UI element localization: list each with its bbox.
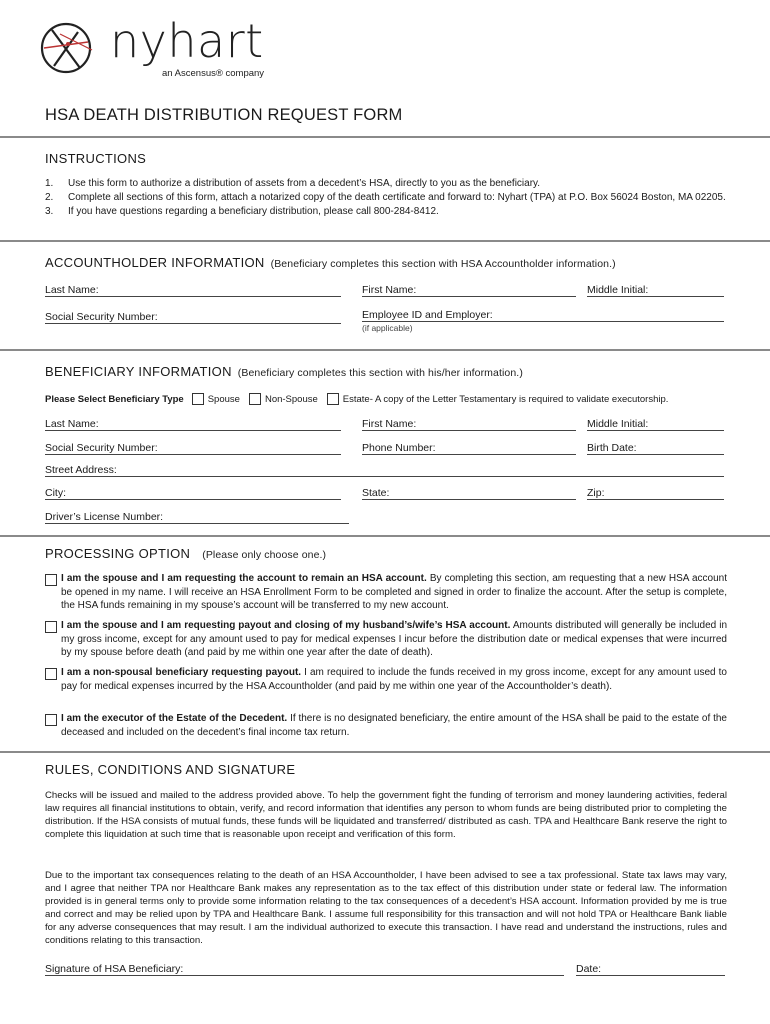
beneficiary-street-field[interactable]: Street Address:	[45, 464, 724, 477]
instruction-text: Use this form to authorize a distribution of assets from a decedent’s HSA, directly to you as the beneficiary.	[68, 178, 541, 189]
instruction-text: If you have questions regarding a beneficiary distribution, please call 800-284-8412.	[68, 206, 439, 217]
signature-field[interactable]: Signature of HSA Beneficiary:	[45, 963, 564, 976]
spouse-label: Spouse	[207, 393, 240, 405]
processing-option-text: Amounts distributed will generally be included in my gross income, except for any amount used to pay for medical expenses I incur before the distribution date or medical expenses that were incurred by my spouse before death (and paid by me within one year after the date of death).	[61, 620, 728, 658]
accountholder-employee-field[interactable]: Employee ID and Employer:	[362, 309, 724, 322]
processing-option-title: I am a non-spousal beneficiary requesting payout.	[61, 667, 302, 678]
rules-paragraph: Checks will be issued and mailed to the address provided above. To help the government fight the funding of terrorism and money laundering activities, federal law requires all financial institutions to obtain, verify, and record information that identifies any person to whom funds are being distributed prior to completing the distribution. If the HSA consists of mutual funds, these funds will be liquidated and transferred/ distributed as cash. TPA and Healthcare Bank reserve the right to complete this liquidation at such time that is reasonable upon receipt and verification of this form.	[45, 790, 727, 840]
accountholder-title: ACCOUNTHOLDER INFORMATION	[45, 255, 265, 270]
processing-title: PROCESSING OPTION	[45, 546, 191, 561]
processing-option-checkbox[interactable]	[45, 574, 57, 586]
instruction-item	[45, 177, 735, 191]
instruction-text: Complete all sections of this form, attach a notarized copy of the death certificate and forward to: Nyhart (TPA) at P.O. Box 56024 Boston, MA 02205.	[68, 192, 726, 203]
instruction-item	[45, 191, 735, 205]
processing-option[interactable]	[45, 712, 727, 739]
processing-option[interactable]	[45, 572, 727, 613]
instruction-number: 1.	[45, 178, 54, 189]
beneficiary-zip-field[interactable]: Zip:	[587, 487, 724, 500]
logo-tagline: an Ascensus® company	[162, 68, 265, 79]
logo-mark-icon	[38, 20, 102, 80]
rules-heading: RULES, CONDITIONS AND SIGNATURE	[45, 762, 296, 777]
beneficiary-birth-date-field[interactable]: Birth Date:	[587, 442, 724, 455]
beneficiary-heading	[45, 364, 523, 379]
logo-wordmark: nyhart	[110, 14, 264, 68]
beneficiary-type-spouse[interactable]	[192, 393, 240, 405]
estate-checkbox[interactable]	[327, 393, 339, 405]
employee-note: (if applicable)	[362, 323, 413, 333]
processing-heading	[45, 546, 326, 561]
divider	[0, 535, 770, 537]
non-spouse-checkbox[interactable]	[249, 393, 261, 405]
divider	[0, 751, 770, 753]
nyhart-logo	[38, 14, 288, 82]
instructions-heading: INSTRUCTIONS	[45, 151, 147, 166]
processing-option-text: I am required to include the funds received in my gross income, except for any amount used to pay for medical expenses incurred by the HSA Accountholder (and paid by me within one year of the Accountholder’s death).	[61, 667, 727, 692]
processing-option[interactable]	[45, 666, 727, 693]
accountholder-ssn-field[interactable]: Social Security Number:	[45, 311, 341, 324]
accountholder-last-name-field[interactable]: Last Name:	[45, 284, 341, 297]
beneficiary-type-row	[45, 393, 672, 405]
processing-option-title: I am the spouse and I am requesting the account to remain an HSA account.	[61, 573, 427, 584]
divider	[0, 136, 770, 138]
beneficiary-phone-field[interactable]: Phone Number:	[362, 442, 576, 455]
instruction-number: 3.	[45, 206, 54, 217]
accountholder-middle-initial-field[interactable]: Middle Initial:	[587, 284, 724, 297]
divider	[0, 240, 770, 242]
tax-paragraph: Due to the important tax consequences relating to the death of an HSA Accountholder, I have been advised to see a tax professional. State tax laws may vary, and I agree that neither TPA nor Healthcare Bank makes any representation as to the tax effect of this distribution under state or federal law. The information provided is in general terms only to provide some information relating to the tax consequences of a decedent’s HSA account. Information provided by me is true and correct and may be relied upon by TPA and Healthcare Bank. I assume full responsibility for this transaction and will not hold TPA or Healthcare Bank liable for any adverse consequences that may result. I am the individual authorized to execute this transaction. I have read and understand the instructions, rules and conditions relating to this transaction.	[45, 870, 727, 946]
beneficiary-subtitle: (Beneficiary completes this section with his/her information.)	[237, 367, 523, 379]
processing-option-text: If there is no designated beneficiary, the entire amount of the HSA shall be paid to the estate of the deceased and included on the decedent’s final income tax return.	[61, 713, 727, 738]
beneficiary-license-field[interactable]: Driver’s License Number:	[45, 511, 349, 524]
beneficiary-title: BENEFICIARY INFORMATION	[45, 364, 232, 379]
spouse-checkbox[interactable]	[192, 393, 204, 405]
processing-option-checkbox[interactable]	[45, 668, 57, 680]
beneficiary-first-name-field[interactable]: First Name:	[362, 418, 576, 431]
instruction-item	[45, 205, 735, 219]
beneficiary-type-label: Please Select Beneficiary Type	[45, 393, 184, 405]
processing-option-title: I am the spouse and I am requesting payout and closing of my husband’s/wife’s HSA account.	[61, 620, 511, 631]
instruction-number: 2.	[45, 192, 54, 203]
processing-option-title: I am the executor of the Estate of the Decedent.	[61, 713, 288, 724]
accountholder-subtitle: (Beneficiary completes this section with HSA Accountholder information.)	[270, 258, 616, 270]
beneficiary-city-field[interactable]: City:	[45, 487, 341, 500]
beneficiary-middle-initial-field[interactable]: Middle Initial:	[587, 418, 724, 431]
accountholder-heading	[45, 255, 616, 270]
processing-subtitle: (Please only choose one.)	[202, 549, 327, 561]
processing-option-text: By completing this section, am requesting that a new HSA account be opened in my name. I will receive an HSA Enrollment Form to be completed and signed in order to finalize the account. After the setup is complete, the HSA funds remaining in my spouse’s account will be transferred to my new account.	[61, 573, 727, 611]
form-title: HSA DEATH DISTRIBUTION REQUEST FORM	[45, 106, 403, 124]
instructions-list	[45, 177, 735, 219]
estate-label: Estate- A copy of the Letter Testamentary is required to validate executorship.	[342, 393, 669, 405]
non-spouse-label: Non-Spouse	[264, 393, 318, 405]
beneficiary-ssn-field[interactable]: Social Security Number:	[45, 442, 341, 455]
beneficiary-type-estate[interactable]	[327, 393, 669, 405]
processing-option[interactable]	[45, 619, 727, 660]
date-field[interactable]: Date:	[576, 963, 725, 976]
processing-option-checkbox[interactable]	[45, 714, 57, 726]
divider	[0, 349, 770, 351]
accountholder-first-name-field[interactable]: First Name:	[362, 284, 576, 297]
beneficiary-type-non-spouse[interactable]	[249, 393, 318, 405]
beneficiary-last-name-field[interactable]: Last Name:	[45, 418, 341, 431]
beneficiary-state-field[interactable]: State:	[362, 487, 576, 500]
processing-option-checkbox[interactable]	[45, 621, 57, 633]
